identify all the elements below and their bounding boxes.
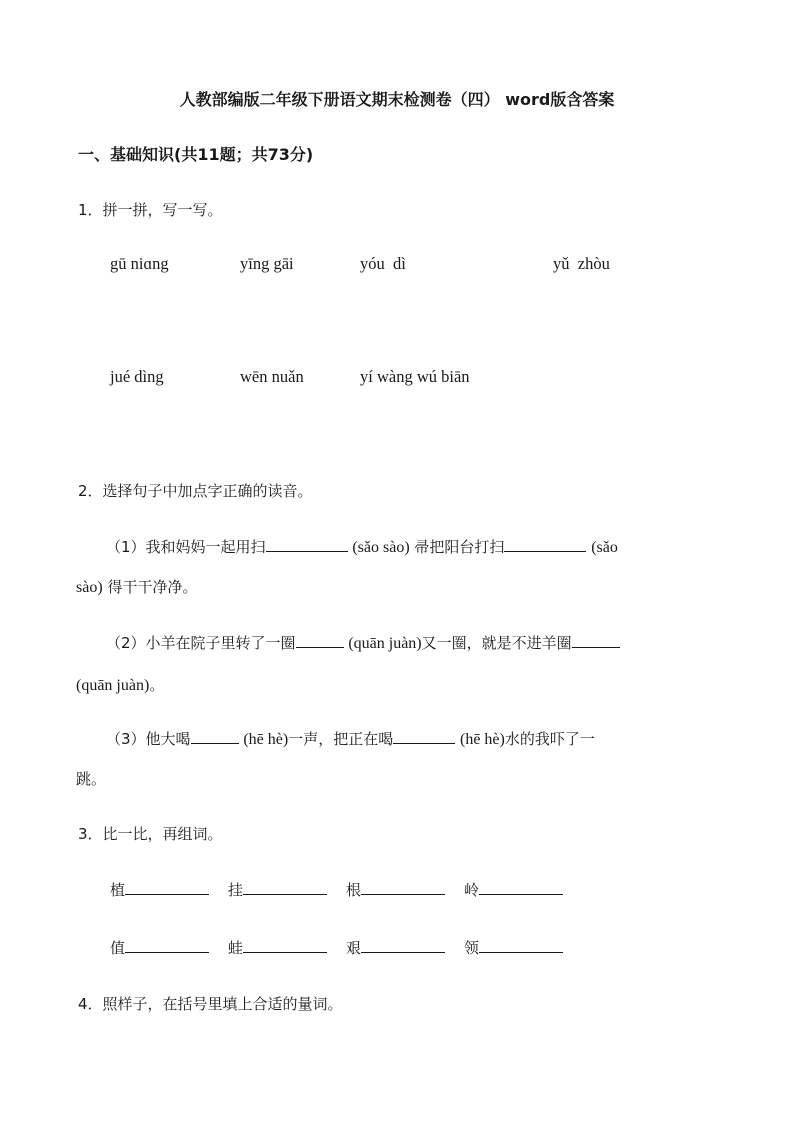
sentence-2-mid: 又一圈，就是不进羊圈 (421, 634, 572, 652)
question-3: 3．比一比，再组词。 (78, 825, 223, 843)
question-4: 4．照样子，在括号里填上合适的量词。 (78, 995, 343, 1013)
answer-blank[interactable] (191, 729, 239, 744)
sentence-1 (106, 536, 618, 557)
reading-options: (quān juàn) (348, 635, 422, 652)
sentence-1-text: （1）我和妈妈一起用扫 (106, 538, 266, 556)
sentence-3-end: 水的我吓了一 (504, 730, 595, 748)
char-item: 值 (110, 937, 209, 958)
pinyin-item: yóu dì (360, 254, 406, 273)
answer-blank[interactable] (243, 938, 327, 953)
answer-blank[interactable] (361, 880, 445, 895)
sentence-3-cont: 跳。 (76, 770, 107, 788)
answer-blank[interactable] (479, 880, 563, 895)
question-1: 1．拼一拼，写一写。 (78, 201, 223, 219)
pinyin-item: yǔ zhòu (553, 254, 610, 273)
reading-options: (sǎo (591, 539, 618, 556)
reading-options: (quān juàn) (76, 677, 150, 694)
sentence-2 (106, 632, 620, 653)
char-item: 蛙 (228, 937, 327, 958)
pinyin-item: wēn nuǎn (240, 367, 304, 386)
answer-blank[interactable] (296, 633, 344, 648)
answer-blank[interactable] (125, 880, 209, 895)
reading-options: (hē hè) (243, 731, 289, 748)
sentence-3-text: （3）他大喝 (106, 730, 191, 748)
answer-blank[interactable] (504, 537, 586, 552)
char-item: 领 (464, 937, 563, 958)
question-2: 2．选择句子中加点字正确的读音。 (78, 482, 313, 500)
char-item: 艰 (346, 937, 445, 958)
answer-blank[interactable] (572, 633, 620, 648)
pinyin-item: yí wàng wú biān (360, 367, 470, 386)
answer-blank[interactable] (361, 938, 445, 953)
answer-blank[interactable] (266, 537, 348, 552)
answer-blank[interactable] (479, 938, 563, 953)
reading-options: (sǎo sào) (352, 539, 410, 556)
section-heading: 一、基础知识(共11题；共73分) (78, 145, 314, 164)
document-title: 人教部编版二年级下册语文期末检测卷（四） word版含答案 (179, 90, 615, 109)
char-item: 根 (346, 879, 445, 900)
sentence-1-cont (76, 576, 197, 597)
answer-blank[interactable] (393, 729, 455, 744)
answer-blank[interactable] (125, 938, 209, 953)
sentence-3 (106, 728, 595, 749)
sentence-3-mid: 一声，把正在喝 (288, 730, 394, 748)
pinyin-item: yīng gāi (240, 254, 294, 273)
char-item: 岭 (464, 879, 563, 900)
sentence-2-cont (76, 674, 164, 695)
reading-options: sào) (76, 579, 103, 596)
sentence-1-mid: 帚把阳台打扫 (414, 538, 505, 556)
char-item: 挂 (228, 879, 327, 900)
sentence-2-end: 。 (149, 676, 165, 694)
sentence-1-end: 得干干净净。 (107, 578, 198, 596)
pinyin-item: jué dìng (110, 367, 164, 386)
sentence-2-text: （2）小羊在院子里转了一圈 (106, 634, 296, 652)
char-item: 植 (110, 879, 209, 900)
reading-options: (hē hè) (459, 731, 505, 748)
answer-blank[interactable] (243, 880, 327, 895)
pinyin-item: gū niɑng (110, 254, 169, 273)
